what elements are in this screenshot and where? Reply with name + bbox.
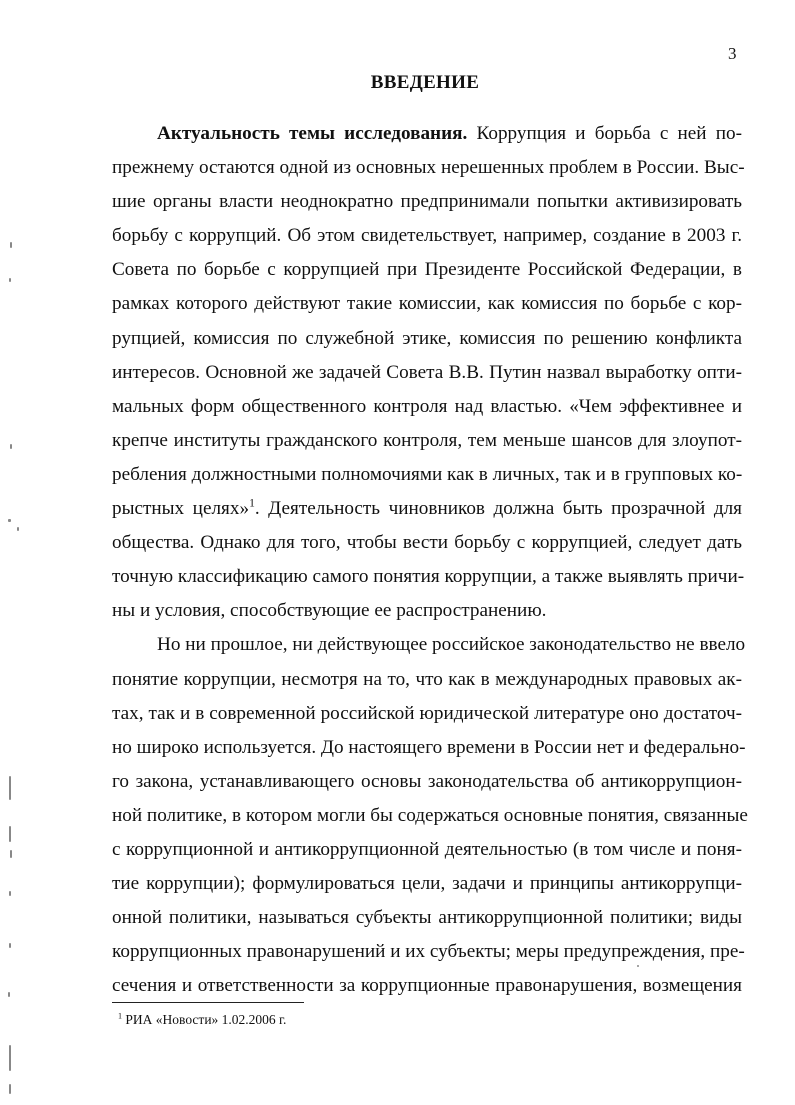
paragraph-line: онной политики, называться субъекты антикоррупционной политики; виды <box>112 907 742 929</box>
footnote-divider <box>112 1002 304 1003</box>
scan-artifact <box>10 444 12 449</box>
paragraph-line: коррупционных правонарушений и их субъекты; меры предупреждения, пре- <box>112 941 745 963</box>
footnote <box>118 1012 286 1028</box>
scan-artifact <box>17 527 19 531</box>
scan-artifact <box>9 1045 11 1071</box>
scan-artifact <box>8 519 11 522</box>
scan-artifact <box>10 242 12 248</box>
scan-artifact <box>9 278 11 282</box>
paragraph-line: го закона, устанавливающего основы законодательства об антикоррупцион- <box>112 770 742 792</box>
paragraph-line: понятие коррупции, несмотря на то, что как в международных правовых ак- <box>112 668 742 690</box>
section-heading: ВВЕДЕНИЕ <box>370 72 480 93</box>
paragraph-line: Совета по борьбе с коррупцией при Президенте Российской Федерации, в <box>112 259 742 281</box>
paragraph-line: борьбу с коррупций. Об этом свидетельствует, например, создание в 2003 г. <box>112 225 742 247</box>
scan-artifact <box>9 776 11 800</box>
scan-artifact <box>9 826 11 842</box>
paragraph-line: рамках которого действуют такие комиссии, как комиссия по борьбе с кор- <box>112 293 742 315</box>
scan-artifact <box>10 850 12 858</box>
paragraph-line <box>112 492 742 526</box>
paragraph-line: точную классификацию самого понятия коррупции, а также выявлять причи- <box>112 566 745 588</box>
paragraph-line: прежнему остаются одной из основных нерешенных проблем в России. Выс- <box>112 157 745 179</box>
paragraph-line-text: рыстных целях» <box>112 498 250 520</box>
paragraph-line: шие органы власти неоднократно предпринимали попытки активизировать <box>112 191 742 213</box>
scan-artifact <box>8 992 10 997</box>
paragraph-line <box>112 117 742 151</box>
paragraph-line: мальных форм общественного контроля над властью. «Чем эффективнее и <box>112 395 742 417</box>
paragraph-line: общества. Однако для того, чтобы вести борьбу с коррупцией, следует дать <box>112 532 742 554</box>
paragraph-line-text: Коррупция и борьба с ней по- <box>467 123 742 144</box>
paragraph-line: но широко используется. До настоящего времени в России нет и федерально- <box>112 736 746 758</box>
paragraph-line: ребления должностными полномочиями как в личных, так и в групповых ко- <box>112 463 743 485</box>
paragraph-line: сечения и ответственности за коррупционные правонарушения, возмещения <box>112 975 742 997</box>
paragraph-line: тие коррупции); формулироваться цели, задачи и принципы антикоррупци- <box>112 873 742 895</box>
footnote-reference: 1 <box>249 497 255 510</box>
paragraph-line: крепче институты гражданского контроля, тем меньше шансов для злоупот- <box>112 429 742 451</box>
paragraph-line: интересов. Основной же задачей Совета В.В. Путин назвал выработку опти- <box>112 361 742 383</box>
paragraph-line: ны и условия, способствующие ее распространению. <box>112 600 547 622</box>
paragraph-line: с коррупционной и антикоррупционной деятельностью (в том числе и поня- <box>112 838 742 860</box>
scan-artifact <box>9 891 11 896</box>
paragraph-line: рупцией, комиссия по служебной этике, комиссия по решению конфликта <box>112 327 742 349</box>
body-text <box>112 117 748 1003</box>
paragraph-line: ной политике, в котором могли бы содержаться основные понятия, связанные <box>112 804 748 826</box>
scan-artifact <box>9 1084 11 1094</box>
footnote-text: РИА «Новости» 1.02.2006 г. <box>122 1012 287 1027</box>
paragraph-line-text: . Деятельность чиновников должна быть прозрачной для <box>254 498 742 520</box>
footnote-marker: 1 <box>118 1011 123 1021</box>
scan-artifact <box>637 965 639 967</box>
paragraph-lead: Актуальность темы исследования. <box>157 123 468 144</box>
scan-artifact <box>9 943 11 948</box>
page-number: 3 <box>728 44 737 63</box>
paragraph-line: Но ни прошлое, ни действующее российское законодательство не ввело <box>157 634 746 656</box>
paragraph-line: тах, так и в современной российской юридической литературе оно достаточ- <box>112 702 742 724</box>
